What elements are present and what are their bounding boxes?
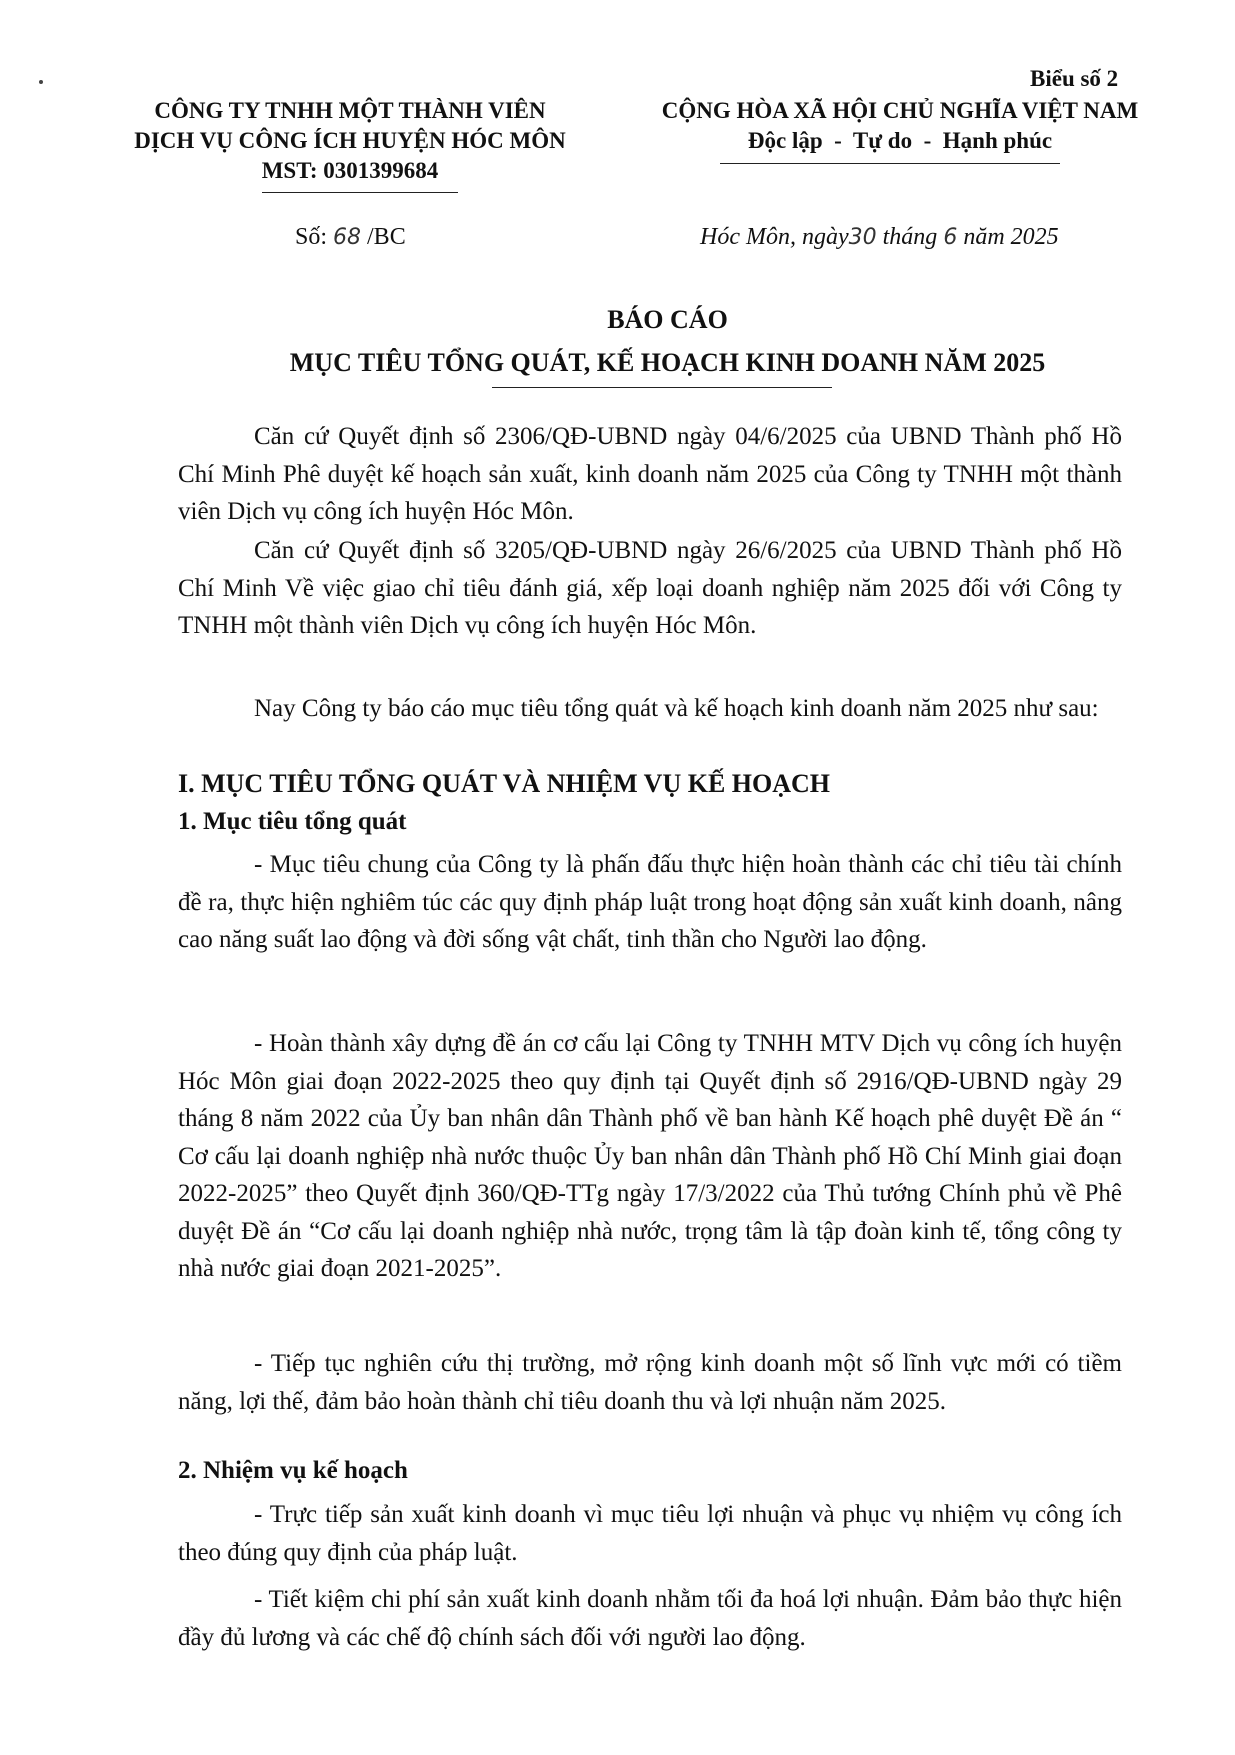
republic-name: CỘNG HÒA XÃ HỘI CHỦ NGHĨA VIỆT NAM <box>661 98 1139 123</box>
task-bullet-1: - Trực tiếp sản xuất kinh doanh vì mục tiêu lợi nhuận và phục vụ nhiệm vụ công ích theo đúng quy định của pháp luật. <box>178 1501 1122 1566</box>
section-heading-1: I. MỤC TIÊU TỔNG QUÁT VÀ NHIỆM VỤ KẾ HOẠCH <box>178 769 831 798</box>
doc-number-prefix: Số: <box>295 224 328 250</box>
goal-bullet-3: - Tiếp tục nghiên cứu thị trường, mở rộng kinh doanh một số lĩnh vực mới có tiềm năng, lợi thế, đảm bảo hoàn thành chỉ tiêu doanh thu và lợi nhuận năm 2025. <box>178 1350 1122 1415</box>
company-name-line2: DỊCH VỤ CÔNG ÍCH HUYỆN HÓC MÔN <box>134 128 566 153</box>
subsection-heading-1-1: 1. Mục tiêu tổng quát <box>178 808 407 835</box>
date-month-label: tháng <box>882 224 938 250</box>
paragraph-intro: Nay Công ty báo cáo mục tiêu tổng quát và kế hoạch kinh doanh năm 2025 như sau: <box>254 695 1099 722</box>
paragraph-basis-1: Căn cứ Quyết định số 2306/QĐ-UBND ngày 04/6/2025 của UBND Thành phố Hồ Chí Minh Phê duyệt kế hoạch sản xuất, kinh doanh năm 2025 của Công ty TNHH một thành viên Dịch vụ công ích huyện Hóc Môn. <box>178 423 1122 525</box>
scan-speck <box>39 80 43 84</box>
document-date <box>700 224 1059 251</box>
report-subtitle: MỤC TIÊU TỔNG QUÁT, KẾ HOẠCH KINH DOANH NĂM 2025 <box>289 348 1046 377</box>
company-tax-id: MST: 0301399684 <box>261 158 439 183</box>
document-number <box>295 224 406 251</box>
date-place: Hóc Môn, ngày <box>700 224 849 250</box>
company-name-line1: CÔNG TY TNHH MỘT THÀNH VIÊN <box>154 98 546 123</box>
goal-bullet-2: - Hoàn thành xây dựng đề án cơ cấu lại Công ty TNHH MTV Dịch vụ công ích huyện Hóc Môn giai đoạn 2022-2025 theo quy định tại Quyết định số 2916/QĐ-UBND ngày 29 tháng 8 năm 2022 của Ủy ban nhân dân Thành phố về ban hành Kế hoạch phê duyệt Đề án “ Cơ cấu lại doanh nghiệp nhà nước thuộc Ủy ban nhân dân Thành phố Hồ Chí Minh giai đoạn 2022-2025” theo Quyết định 360/QĐ-TTg ngày 17/3/2022 của Thủ tướng Chính phủ về Phê duyệt Đề án “Cơ cấu lại doanh nghiệp nhà nước, trọng tâm là tập đoàn kinh tế, tổng công ty nhà nước giai đoạn 2021-2025”. <box>178 1030 1122 1282</box>
paragraph-basis-2: Căn cứ Quyết định số 3205/QĐ-UBND ngày 26/6/2025 của UBND Thành phố Hồ Chí Minh Về việc giao chỉ tiêu đánh giá, xếp loại doanh nghiệp năm 2025 đối với Công ty TNHH một thành viên Dịch vụ công ích huyện Hóc Môn. <box>178 537 1122 639</box>
motto-underline <box>720 163 1060 164</box>
date-year: năm 2025 <box>963 224 1059 250</box>
report-title: BÁO CÁO <box>607 305 728 334</box>
company-underline <box>262 192 458 193</box>
doc-number-handwritten: 68 <box>333 225 362 250</box>
date-month: 6 <box>943 225 958 250</box>
form-label: Biểu số 2 <box>1030 66 1119 91</box>
subsection-heading-1-2: 2. Nhiệm vụ kế hoạch <box>178 1457 408 1484</box>
date-day: 30 <box>848 225 877 250</box>
national-motto: Độc lập - Tự do - Hạnh phúc <box>747 128 1053 153</box>
goal-bullet-1: - Mục tiêu chung của Công ty là phấn đấu thực hiện hoàn thành các chỉ tiêu tài chính đề ra, thực hiện nghiêm túc các quy định pháp luật trong hoạt động sản xuất kinh doanh, nâng cao năng suất lao động và đời sống vật chất, tinh thần cho Người lao động. <box>178 851 1122 953</box>
doc-number-suffix: /BC <box>367 224 406 250</box>
title-underline <box>492 387 832 388</box>
task-bullet-2: - Tiết kiệm chi phí sản xuất kinh doanh nhằm tối đa hoá lợi nhuận. Đảm bảo thực hiện đầy đủ lương và các chế độ chính sách đối với người lao động. <box>178 1586 1122 1651</box>
